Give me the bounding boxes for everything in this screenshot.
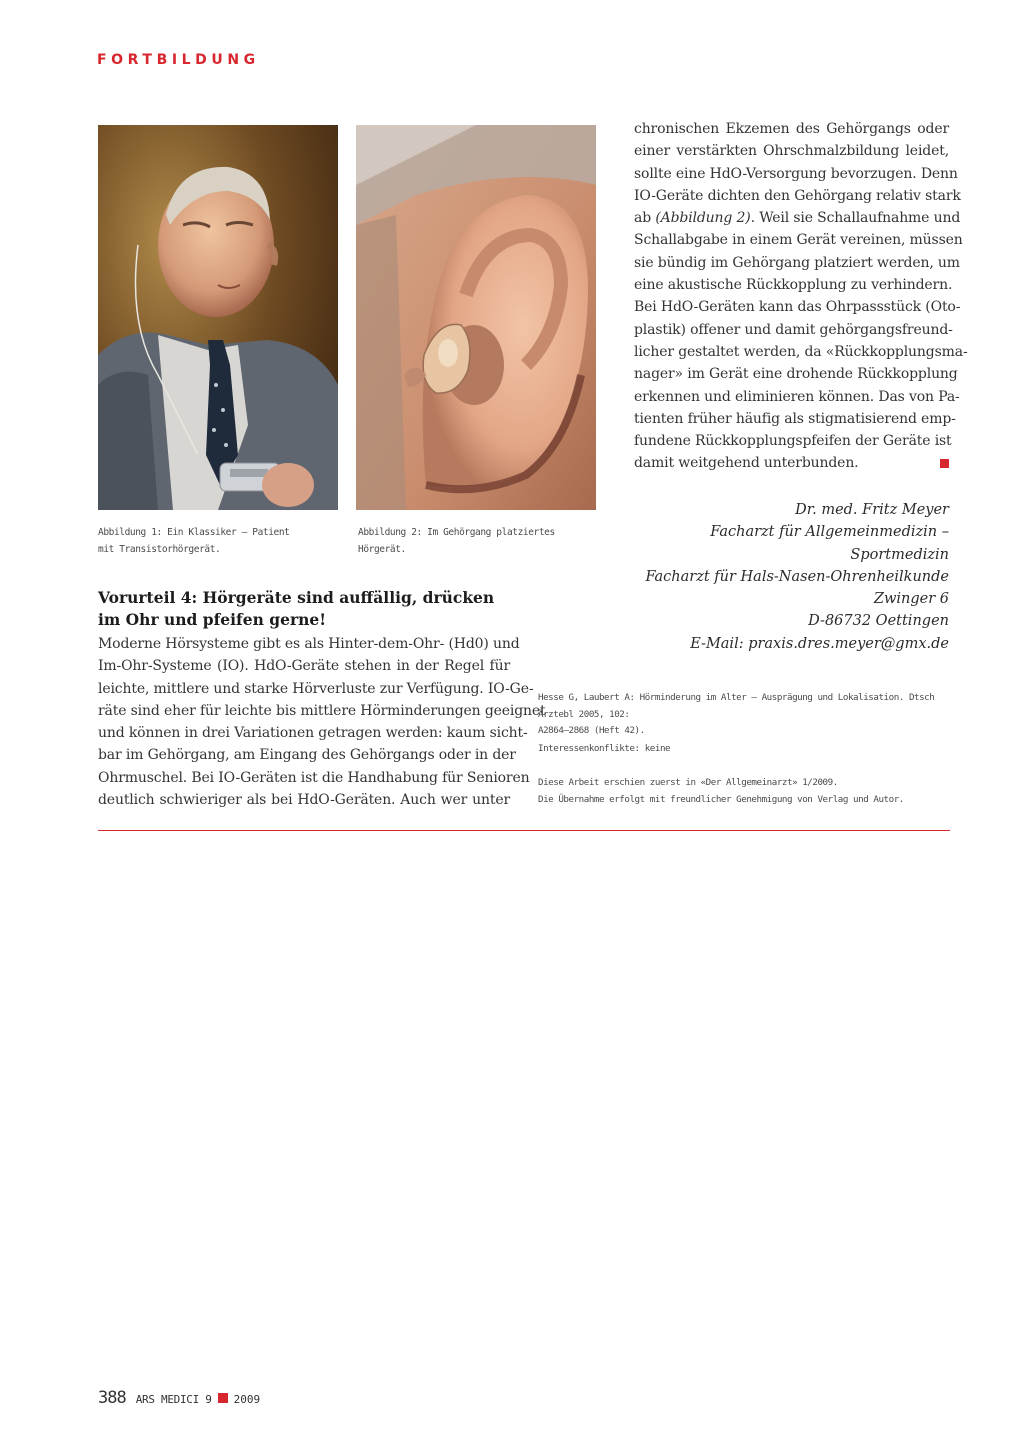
reference-line: A2864–2868 (Heft 42). <box>538 725 645 736</box>
body-line: und können in drei Variationen getragen werden: kaum sicht- <box>98 725 528 742</box>
body-line: nager» im Gerät eine drohende Rückkopplung <box>634 366 958 383</box>
article-body-right <box>634 118 968 475</box>
figure-1-photo <box>98 125 338 510</box>
author-email: E-Mail: praxis.dres.meyer@gmx.de <box>690 635 949 652</box>
author-block <box>600 499 949 655</box>
author-city: D-86732 Oettingen <box>808 613 949 630</box>
author-name: Dr. med. Fritz Meyer <box>795 502 949 518</box>
square-separator-icon <box>218 1393 228 1403</box>
author-title: Facharzt für Allgemeinmedizin – <box>710 524 949 541</box>
figure-2-photo <box>356 125 596 510</box>
body-line: erkennen und eliminieren können. Das von Pa- <box>634 388 960 405</box>
article-body-left <box>98 633 546 811</box>
body-line: räte sind eher für leichte bis mittlere Hörminderungen geeignet <box>98 702 546 719</box>
body-text: . Weil sie Schallaufnahme und <box>750 210 961 227</box>
article-heading: Vorurteil 4: Hörgeräte sind auffällig, drücken im Ohr und pfeifen gerne! <box>98 588 495 629</box>
issue-year: 2009 <box>233 1393 261 1406</box>
body-line: licher gestaltet werden, da «Rückkopplungsma- <box>634 343 968 360</box>
figure-reference: (Abbildung 2) <box>655 210 751 227</box>
page-number: 388 <box>98 1388 126 1408</box>
end-of-article-square-icon <box>940 459 949 468</box>
page-footer <box>98 1388 260 1408</box>
journal-name: ARS MEDICI 9 <box>135 1393 212 1406</box>
conflicts-of-interest: Interessenkonflikte: keine <box>538 743 671 754</box>
body-line: plastik) offener und damit gehörgangsfreund- <box>634 321 953 338</box>
body-line: eine akustische Rückkopplung zu verhindern. <box>634 277 953 294</box>
body-line: sollte eine HdO-Versorgung bevorzugen. Denn <box>634 165 958 182</box>
body-line: bar im Gehörgang, am Eingang des Gehörgangs oder in der <box>98 747 516 764</box>
body-last-line <box>634 452 949 474</box>
body-line: chronischen Ekzemen des Gehörgangs oder <box>634 121 949 137</box>
reference-line: Hesse G, Laubert A: Hörminderung im Alter – Ausprägung und Lokalisation. Dtsch Ärztebl 2005, 102: <box>538 692 935 720</box>
body-line: sie bündig im Gehörgang platziert werden, um <box>634 254 960 271</box>
body-line: deutlich schwieriger als bei HdO-Geräten. Auch wer unter <box>98 792 510 809</box>
body-line: IO-Geräte dichten den Gehörgang relativ stark <box>634 187 961 204</box>
body-line: leichte, mittlere und starke Hörverluste zur Verfügung. IO-Ge- <box>98 680 534 697</box>
author-street: Zwinger 6 <box>873 591 949 608</box>
body-line: Moderne Hörsysteme gibt es als Hinter-dem-Ohr- (Hd0) und <box>98 636 520 652</box>
divider-rule <box>98 830 950 831</box>
body-text: damit weitgehend unterbunden. <box>634 455 859 472</box>
figure-2-caption: Abbildung 2: Im Gehörgang platziertes Hörgerät. <box>358 527 555 555</box>
author-title: Facharzt für Hals-Nasen-Ohrenheilkunde <box>645 568 949 585</box>
reference-citation <box>538 690 958 740</box>
source-line: Die Übernahme erfolgt mit freundlicher Genehmigung von Verlag und Autor. <box>538 793 904 805</box>
author-title: Sportmedizin <box>850 546 949 563</box>
figure-1-caption: Abbildung 1: Ein Klassiker – Patient mit Transistorhörgerät. <box>98 527 290 555</box>
body-text: ab <box>634 210 656 227</box>
body-line-figure-ref <box>634 207 961 229</box>
body-line: Im-Ohr-Systeme (IO). HdO-Geräte stehen in der Regel für <box>98 658 510 675</box>
body-line: einer verstärkten Ohrschmalzbildung leidet, <box>634 143 949 160</box>
section-label: FORTBILDUNG <box>97 52 260 68</box>
body-line: tienten früher häufig als stigmatisierend emp- <box>634 410 956 427</box>
source-note <box>538 775 958 808</box>
body-line: fundene Rückkopplungspfeifen der Geräte ist <box>634 433 952 450</box>
body-line: Schallabgabe in einem Gerät vereinen, müssen <box>634 232 963 249</box>
body-line: Bei HdO-Geräten kann das Ohrpassstück (Oto- <box>634 299 961 316</box>
body-line: Ohrmuschel. Bei IO-Geräten ist die Handhabung für Senioren <box>98 769 530 786</box>
source-line: Diese Arbeit erschien zuerst in «Der Allgemeinarzt» 1/2009. <box>538 777 838 788</box>
